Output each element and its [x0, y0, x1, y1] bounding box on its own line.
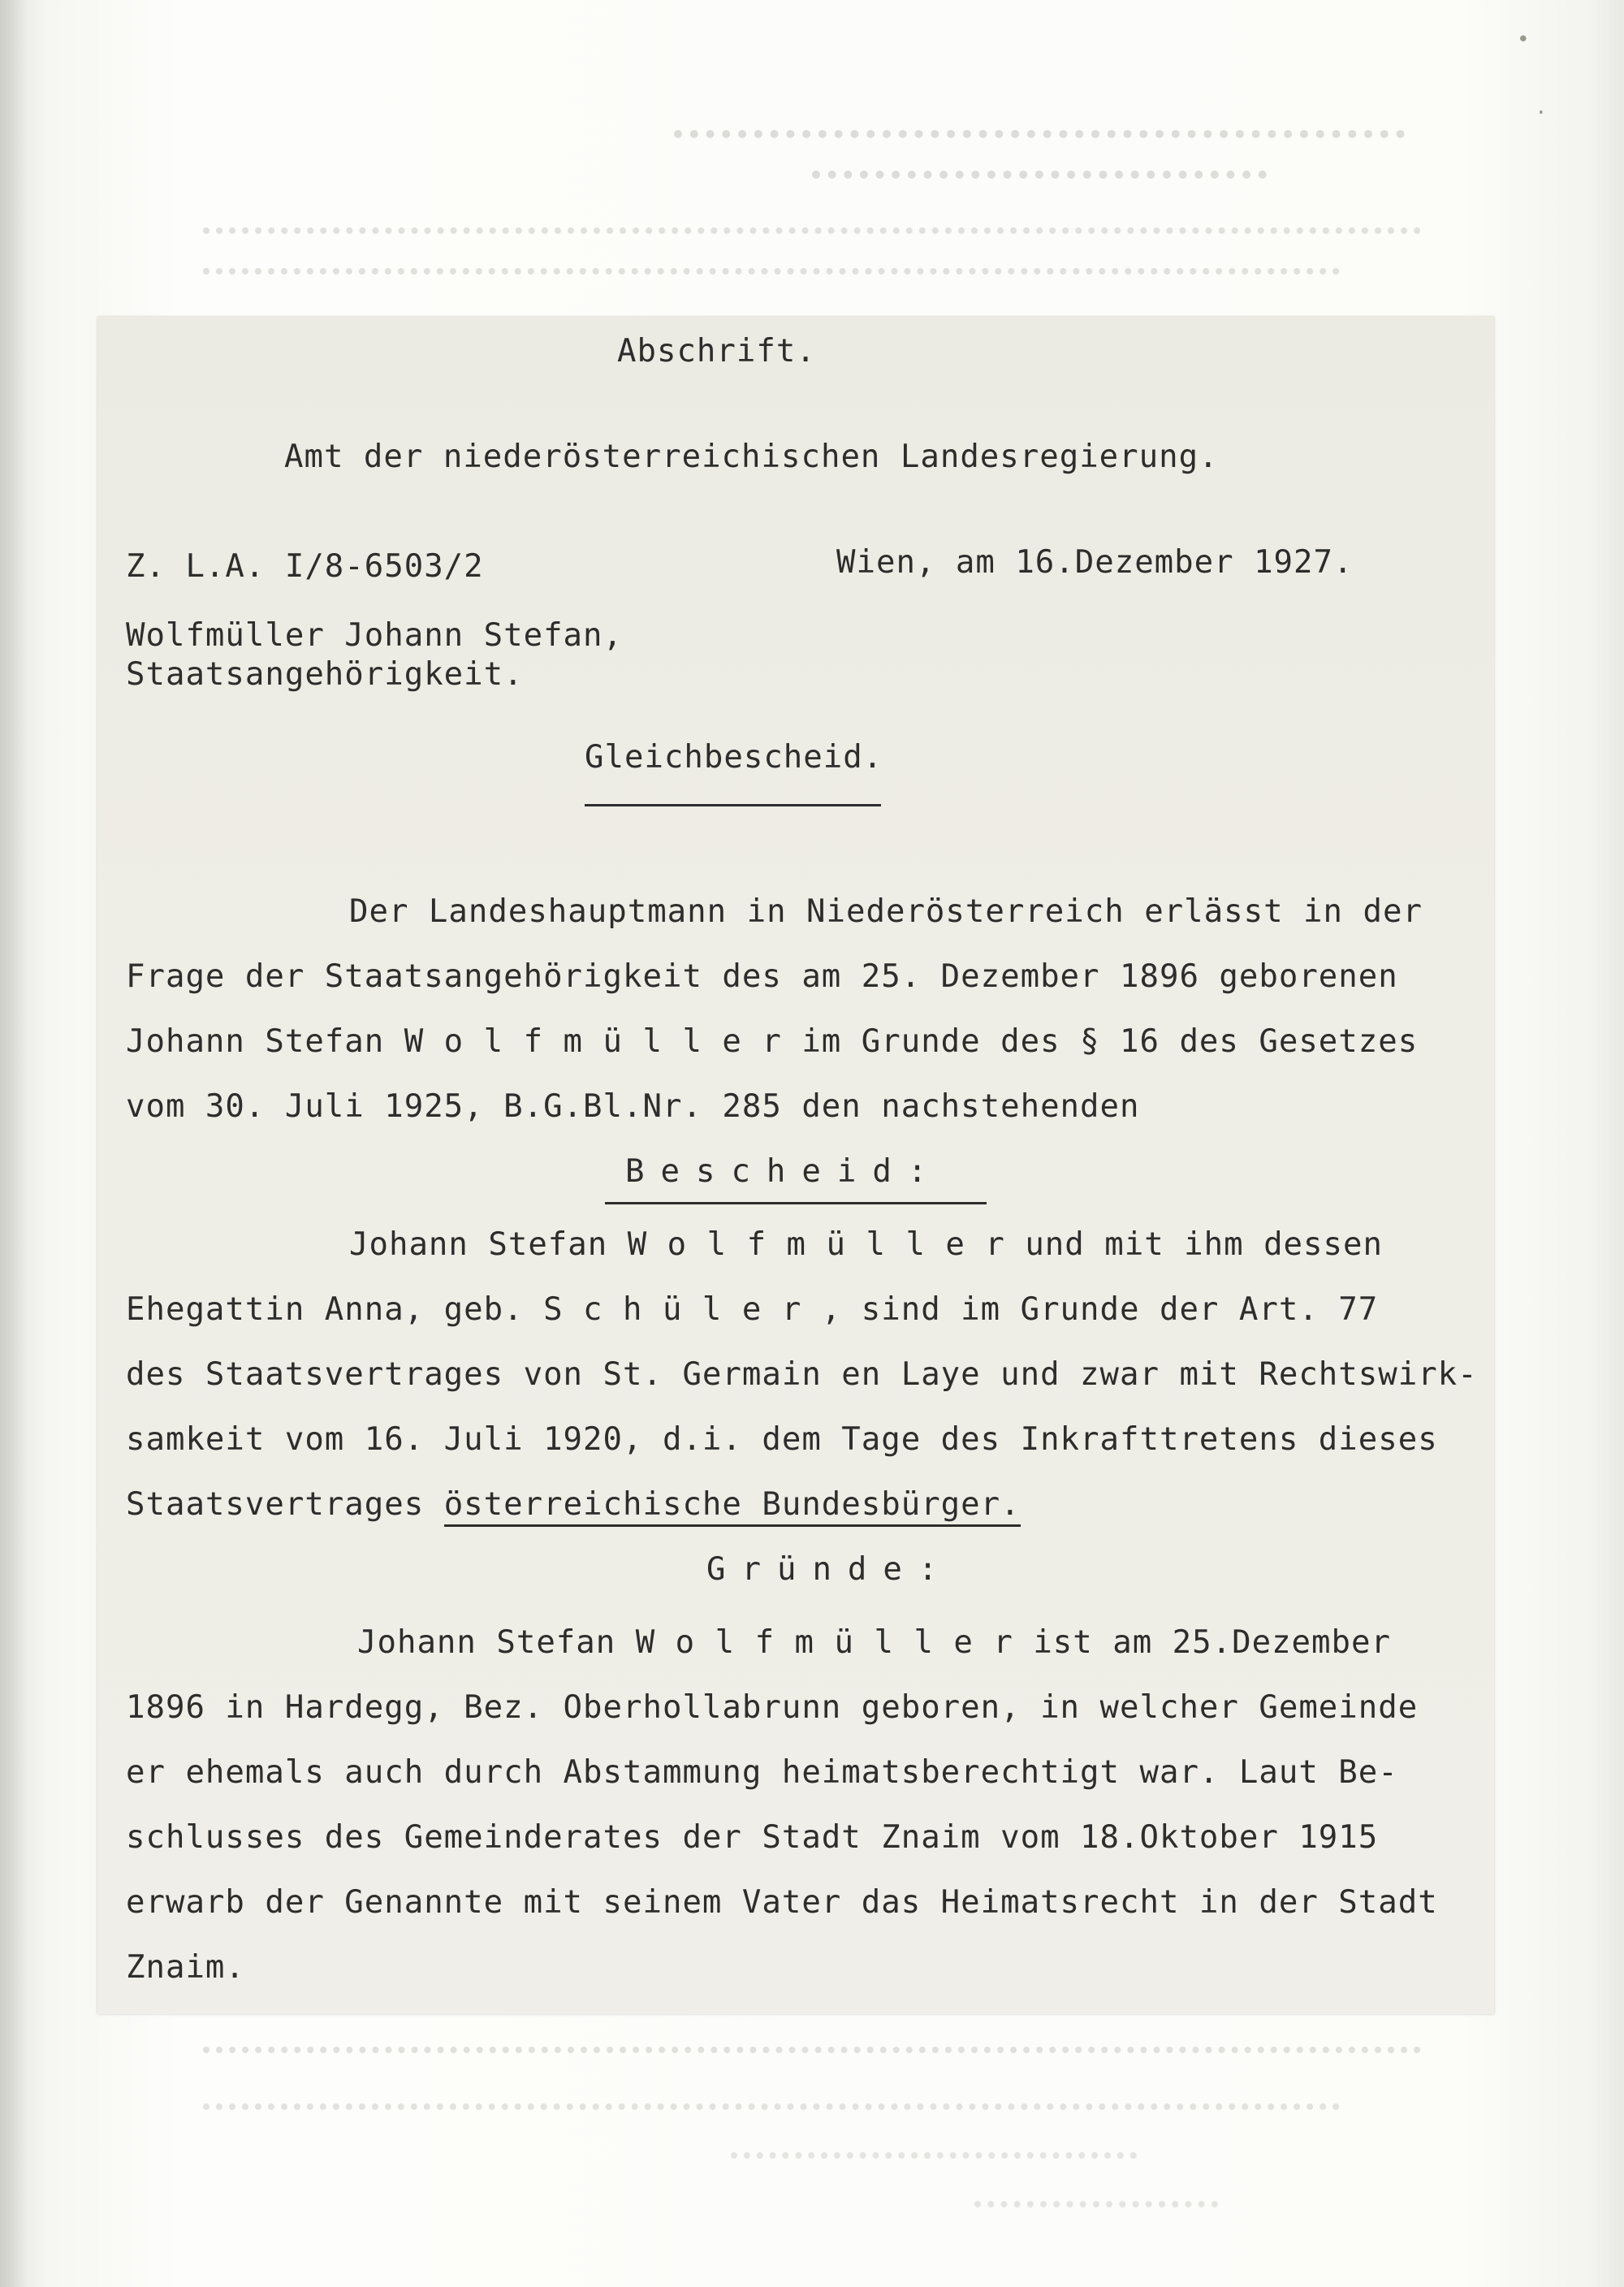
bleed-through-line — [731, 2152, 1137, 2175]
paragraph-line: Johann Stefan W o l f m ü l l e r ist am 25.Dezember — [357, 1624, 1391, 1661]
paragraph-line: des Staatsvertrages von St. Germain en Laye und zwar mit Rechtswirk- — [126, 1356, 1478, 1393]
bleed-through-line — [203, 2103, 1340, 2126]
paragraph-line: Johann Stefan W o l f m ü l l e r und mit ihm dessen — [349, 1226, 1383, 1263]
reference-number: Z. L.A. I/8-6503/2 — [126, 548, 484, 585]
issuing-authority: Amt der niederösterreichischen Landesregierung. — [284, 439, 1219, 475]
bleed-through-line — [203, 268, 1340, 291]
paragraph-line: Johann Stefan W o l f m ü l l e r im Grunde des § 16 des Gesetzes — [126, 1023, 1419, 1060]
paragraph-line: samkeit vom 16. Juli 1920, d.i. dem Tage des Inkrafttretens dieses — [126, 1421, 1438, 1458]
paragraph-line: er ehemals auch durch Abstammung heimatsberechtigt war. Laut Be- — [126, 1754, 1398, 1791]
paragraph-line: Znaim. — [126, 1949, 245, 1986]
paragraph-line: vom 30. Juli 1925, B.G.Bl.Nr. 285 den nachstehenden — [126, 1088, 1140, 1125]
bleed-through-line — [674, 130, 1405, 159]
place-and-date: Wien, am 16.Dezember 1927. — [836, 544, 1354, 581]
paragraph-line: 1896 in Hardegg, Bez. Oberhollabrunn geboren, in welcher Gemeinde — [126, 1689, 1419, 1726]
heading-rule — [585, 804, 881, 806]
margin-mark: • — [1517, 28, 1530, 52]
typed-copy-sheet — [97, 317, 1494, 2014]
bleed-through-line — [974, 2201, 1218, 2224]
paragraph-text: Staatsvertrages — [126, 1486, 444, 1523]
bleed-through-line — [812, 171, 1267, 195]
paragraph-line: erwarb der Genannte mit seinem Vater das Heimatsrecht in der Stadt — [126, 1884, 1438, 1921]
subject-line: Wolfmüller Johann Stefan, — [126, 617, 623, 654]
paragraph-line: Frage der Staatsangehörigkeit des am 25. Dezember 1896 geborenen — [126, 958, 1398, 995]
margin-mark: · — [1535, 101, 1548, 125]
copy-label: Abschrift. — [617, 333, 816, 370]
paragraph-line: schlusses des Gemeinderates der Stadt Znaim vom 18.Oktober 1915 — [126, 1819, 1379, 1856]
paragraph-line: Ehegattin Anna, geb. S c h ü l e r , sind im Grunde der Art. 77 — [126, 1291, 1379, 1328]
subject-line: Staatsangehörigkeit. — [126, 656, 524, 693]
document-heading: Gleichbescheid. — [585, 739, 883, 776]
decision-heading: Bescheid: — [625, 1153, 944, 1190]
reasons-heading: Gründe: — [706, 1551, 954, 1588]
bleed-through-line — [203, 227, 1421, 250]
paragraph-line: Der Landeshauptmann in Niederösterreich erlässt in der — [349, 893, 1423, 930]
underlined-citizenship: österreichische Bundesbürger. — [444, 1486, 1021, 1527]
paragraph-line — [126, 1486, 1021, 1523]
decision-heading-rule — [605, 1202, 987, 1204]
bleed-through-line — [203, 2047, 1421, 2069]
page-edge-shadow — [0, 0, 28, 2287]
